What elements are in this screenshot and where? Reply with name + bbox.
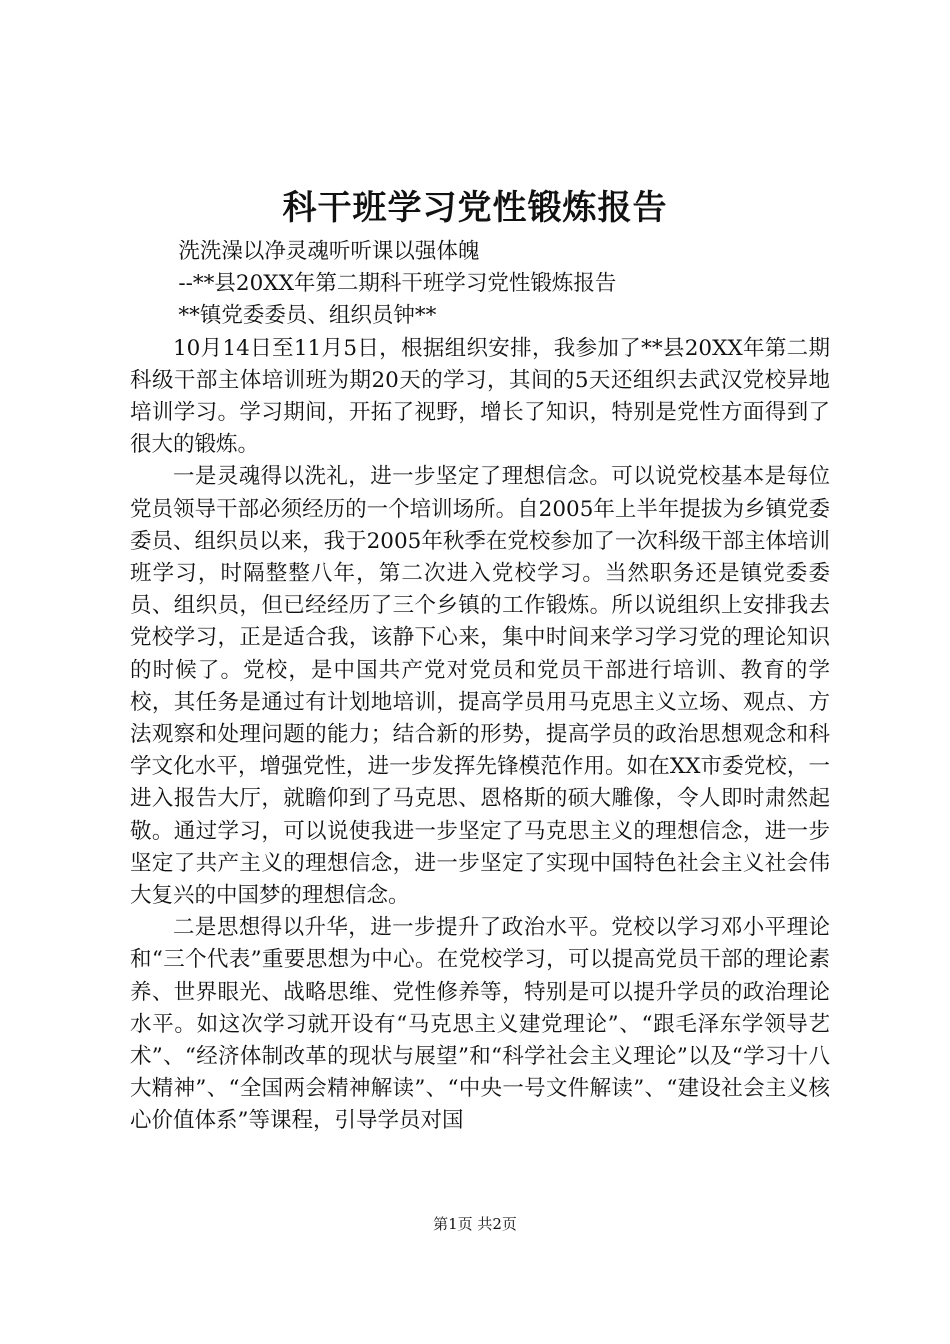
page-number-footer: 第1页 共2页 <box>433 1215 517 1233</box>
author-line: **镇党委委员、组织员钟** <box>178 303 437 329</box>
subtitle-line-1: 洗洗澡以净灵魂听听课以强体魄 <box>178 239 480 264</box>
paragraph-first-point: 一是灵魂得以洗礼，进一步坚定了理想信念。可以说党校基本是每位党员领导干部必须经历的一个培训场所。自2005年上半年提拔为乡镇党委委员、组织员以来，我于2005年秋季在党校参加了一次科级干部主体培训班学习，时隔整整八年，第二次进入党校学习。当然职务还是镇党委委员、组织员，但已经经历了三个乡镇的工作锻炼。所以说组织上安排我去党校学习，正是适合我，该静下心来，集中时间来学习学习党的理论知识的时候了。党校，是中国共产党对党员和党员干部进行培训、教育的学校，其任务是通过有计划地培训，提高学员用马克思主义立场、观点、方法观察和处理问题的能力；结合新的形势，提高学员的政治思想观念和科学文化水平，增强党性，进一步发挥先锋模范作用。如在XX市委党校，一进入报告大厅，就瞻仰到了马克思、恩格斯的硕大雕像，令人即时肃然起敬。通过学习，可以说使我进一步坚定了马克思主义的理想信念，进一步坚定了共产主义的理想信念，进一步坚定了实现中国特色社会主义社会伟大复兴的中国梦的理想信念。 <box>130 464 830 909</box>
paragraph-intro: 10月14日至11月5日，根据组织安排，我参加了**县20XX年第二期科级干部主体培训班为期20天的学习，其间的5天还组织去武汉党校异地培训学习。学习期间，开拓了视野，增长了知识，特别是党性方面得到了很大的锻炼。 <box>130 335 830 458</box>
subtitle-line-2: --**县20XX年第二期科干班学习党性锻炼报告 <box>178 271 617 297</box>
document-body <box>130 236 830 1138</box>
paragraph-second-point: 二是思想得以升华，进一步提升了政治水平。党校以学习邓小平理论和“三个代表”重要思想为中心。在党校学习，可以提高党员干部的理论素养、世界眼光、战略思维、党性修养等，特别是可以提升学员的政治理论水平。如这次学习就开设有“马克思主义建党理论”、“跟毛泽东学领导艺术”、“经济体制改革的现状与展望”和“科学社会主义理论”以及“学习十八大精神”、“全国两会精神解读”、“中央一号文件解读”、“建设社会主义核心价值体系”等课程，引导学员对国 <box>130 915 830 1134</box>
document-title: 科干班学习党性锻炼报告 <box>282 188 668 228</box>
